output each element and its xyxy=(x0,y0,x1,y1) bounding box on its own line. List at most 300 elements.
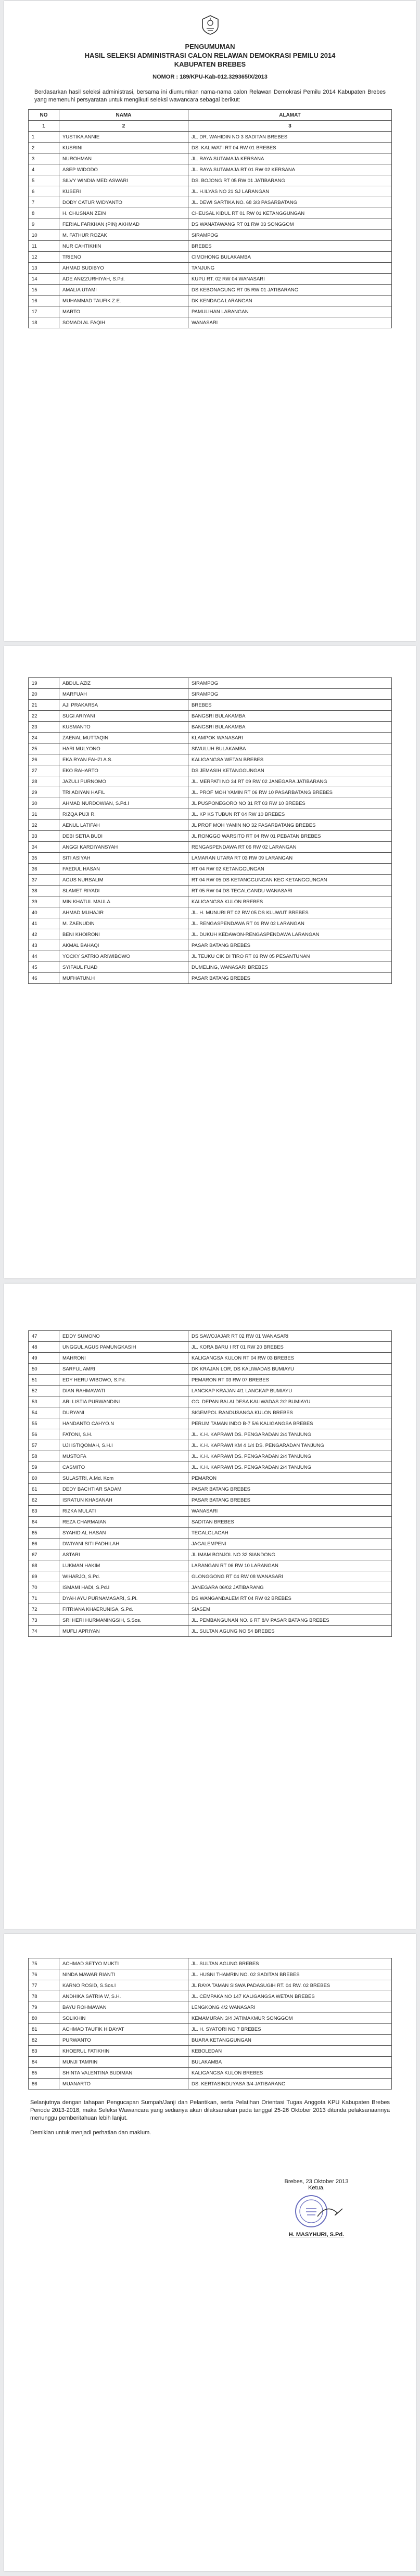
cell-alamat: JL. KORA BARU I RT 01 RW 20 BREBES xyxy=(188,1342,392,1353)
cell-nama: ISRATUN KHASANAH xyxy=(59,1495,188,1506)
intro-paragraph: Berdasarkan hasil seleksi administrasi, bersama ini diumumkan nama-nama calon Relawan Demokrasi Pemilu 2014 Kabupaten Brebes yang memenuhi persyaratan untuk mengikuti seleksi wawancara sebagai berikut: xyxy=(34,89,386,103)
cell-nama: REZA CHARMAIAN xyxy=(59,1517,188,1528)
table-row xyxy=(29,722,392,733)
subheader-2: 2 xyxy=(59,121,188,132)
cell-alamat: JL IMAM BONJOL NO 32 SIANDONG xyxy=(188,1549,392,1560)
cell-nama: SYAHID AL HASAN xyxy=(59,1528,188,1539)
cell-nama: AHMAD SUDIBYO xyxy=(59,263,188,274)
cell-nama: SOLIKHIN xyxy=(59,2013,188,2024)
cell-no: 18 xyxy=(29,317,59,328)
table-row xyxy=(29,2068,392,2079)
cell-alamat: JL. MERPATI NO 34 RT 09 RW 02 JANEGARA JATIBARANG xyxy=(188,776,392,787)
cell-alamat: SIASEM xyxy=(188,1604,392,1615)
table-body-page-2 xyxy=(29,678,392,984)
table-body-page-4 xyxy=(29,1958,392,2090)
cell-nama: AMALIA UTAMI xyxy=(59,285,188,296)
cell-no: 35 xyxy=(29,853,59,864)
table-row xyxy=(29,2002,392,2013)
cell-alamat: BULAKAMBA xyxy=(188,2057,392,2068)
cell-nama: FITRIANA KHAERUNISA, S.Pd. xyxy=(59,1604,188,1615)
cell-nama: BENI KHOIRONI xyxy=(59,929,188,940)
cell-no: 30 xyxy=(29,798,59,809)
cell-no: 52 xyxy=(29,1386,59,1396)
cell-nama: KUSERI xyxy=(59,186,188,197)
cell-nama: KUSRINI xyxy=(59,143,188,153)
cell-nama: NUROHMAN xyxy=(59,153,188,164)
document-page-1 xyxy=(4,1,416,641)
cell-no: 41 xyxy=(29,918,59,929)
cell-alamat: PERUM TAMAN INDO B-7 5/6 KALIGANGSA BREBES xyxy=(188,1418,392,1429)
cell-alamat: PASAR BATANG BREBES xyxy=(188,1495,392,1506)
cell-no: 23 xyxy=(29,722,59,733)
cell-no: 16 xyxy=(29,296,59,306)
header-alamat: ALAMAT xyxy=(188,110,392,121)
title-line-2: HASIL SELEKSI ADMINISTRASI CALON RELAWAN DEMOKRASI PEMILU 2014 xyxy=(84,52,336,59)
table-body-page-3 xyxy=(29,1331,392,1637)
cell-alamat: JL TEUKU CIK DI TIRO RT 03 RW 05 PESANTUNAN xyxy=(188,951,392,962)
table-row xyxy=(29,700,392,711)
table-row xyxy=(29,951,392,962)
cell-alamat: DS WANGANDALEM RT 04 RW 02 BREBES xyxy=(188,1593,392,1604)
cell-nama: AKMAL BAHAQI xyxy=(59,940,188,951)
table-row xyxy=(29,208,392,219)
table-row xyxy=(29,296,392,306)
table-row xyxy=(29,1331,392,1342)
cell-nama: DEDY BACHTIAR SADAM xyxy=(59,1484,188,1495)
table-row xyxy=(29,1969,392,1980)
cell-alamat: RT 05 RW 04 DS TEGALGANDU WANASARI xyxy=(188,886,392,896)
cell-nama: ISMAMI HADI, S.Pd.I xyxy=(59,1582,188,1593)
cell-nama: RIZQA PUJI R. xyxy=(59,809,188,820)
table-row xyxy=(29,918,392,929)
cell-alamat: LENGKONG 4/2 WANASARI xyxy=(188,2002,392,2013)
cell-no: 6 xyxy=(29,186,59,197)
cell-no: 60 xyxy=(29,1473,59,1484)
cell-nama: MUHAMMAD TAUFIK Z.E. xyxy=(59,296,188,306)
cell-no: 9 xyxy=(29,219,59,230)
cell-nama: NINDA MAWAR RIANTI xyxy=(59,1969,188,1980)
cell-nama: M. FATHUR ROZAK xyxy=(59,230,188,241)
table-row xyxy=(29,1571,392,1582)
cell-alamat: JL. K.H. KAPRAWI KM 4 1/4 DS. PENGARADAN TANJUNG xyxy=(188,1440,392,1451)
cell-nama: DODY CATUR WIDYANTO xyxy=(59,197,188,208)
cell-nama: RIZKA MULATI xyxy=(59,1506,188,1517)
table-row xyxy=(29,252,392,263)
cell-nama: MAHRONI xyxy=(59,1353,188,1364)
cell-no: 43 xyxy=(29,940,59,951)
cell-nama: CASMITO xyxy=(59,1462,188,1473)
cell-no: 11 xyxy=(29,241,59,252)
cell-alamat: JL. RAYA SUTAMAJA KERSANA xyxy=(188,153,392,164)
table-subheader-row xyxy=(29,121,392,132)
cell-no: 39 xyxy=(29,896,59,907)
cell-no: 10 xyxy=(29,230,59,241)
cell-alamat: JL. DUKUH KEDAWON-RENGASPENDAWA LARANGAN xyxy=(188,929,392,940)
cell-nama: ADE ANIZZURHIYAH, S.Pd. xyxy=(59,274,188,285)
cell-no: 74 xyxy=(29,1626,59,1637)
table-row xyxy=(29,886,392,896)
cell-no: 44 xyxy=(29,951,59,962)
cell-nama: YUSTIKA ANNIE xyxy=(59,132,188,143)
cell-alamat: JAGALEMPENI xyxy=(188,1539,392,1549)
cell-no: 56 xyxy=(29,1429,59,1440)
cell-nama: ASTARI xyxy=(59,1549,188,1560)
table-row xyxy=(29,678,392,689)
cell-nama: SOMADI AL FAQIH xyxy=(59,317,188,328)
table-row xyxy=(29,132,392,143)
cell-alamat: SIRAMPOG xyxy=(188,230,392,241)
cell-nama: NUR CAHTIKHIN xyxy=(59,241,188,252)
table-row xyxy=(29,1615,392,1626)
cell-alamat: KALIGANGSA WETAN BREBES xyxy=(188,754,392,765)
table-row xyxy=(29,1375,392,1386)
cell-no: 55 xyxy=(29,1418,59,1429)
signature-name: H. MASYHURI, S.Pd. xyxy=(288,2232,345,2238)
cell-no: 7 xyxy=(29,197,59,208)
cell-alamat: RT 04 RW 05 DS KETANGGUNGAN KEC KETANGGUNGAN xyxy=(188,875,392,886)
cell-no: 86 xyxy=(29,2079,59,2090)
cell-nama: DIAN RAHMAWATI xyxy=(59,1386,188,1396)
cell-nama: KHOERUL FATIKHIN xyxy=(59,2046,188,2057)
logo-area xyxy=(28,15,392,38)
cell-nama: WIHARJO, S.Pd. xyxy=(59,1571,188,1582)
participant-table-page-3 xyxy=(28,1330,392,1637)
cell-no: 76 xyxy=(29,1969,59,1980)
table-row xyxy=(29,962,392,973)
cell-nama: DEBI SETIA BUDI xyxy=(59,831,188,842)
cell-no: 47 xyxy=(29,1331,59,1342)
cell-no: 67 xyxy=(29,1549,59,1560)
cell-no: 70 xyxy=(29,1582,59,1593)
cell-nama: ACHMAD SETYO MUKTI xyxy=(59,1958,188,1969)
cell-nama: H. CHUSNAN ZEIN xyxy=(59,208,188,219)
cell-alamat: DUMELING, WANASARI BREBES xyxy=(188,962,392,973)
table-row xyxy=(29,2079,392,2090)
cell-alamat: JL. K.H. KAPRAWI DS. PENGARADAN 2/4 TANJUNG xyxy=(188,1429,392,1440)
table-row xyxy=(29,186,392,197)
cell-nama: DWIYANI SITI FADHILAH xyxy=(59,1539,188,1549)
signature-role: Ketua, xyxy=(308,2185,325,2191)
cell-alamat: KEMAMURAN 3/4 JATIMAKMUR SONGGOM xyxy=(188,2013,392,2024)
cell-nama: BAYU ROHMAWAN xyxy=(59,2002,188,2013)
title-line-1: PENGUMUMAN xyxy=(185,43,235,50)
cell-alamat: DS JEMASIH KETANGGUNGAN xyxy=(188,765,392,776)
cell-nama: DYAH AYU PURNAMASARI, S.Pi. xyxy=(59,1593,188,1604)
document-page-4 xyxy=(4,1934,416,2571)
cell-nama: EKO RAHARTO xyxy=(59,765,188,776)
cell-no: 37 xyxy=(29,875,59,886)
cell-no: 12 xyxy=(29,252,59,263)
cell-no: 17 xyxy=(29,306,59,317)
table-row xyxy=(29,317,392,328)
cell-alamat: BANGSRI BULAKAMBA xyxy=(188,711,392,722)
cell-alamat: JL RAYA TAMAN SISWA PADASUGIH RT. 04 RW. 02 BREBES xyxy=(188,1980,392,1991)
table-row xyxy=(29,787,392,798)
cell-alamat: JANEGARA 06/02 JATIBARANG xyxy=(188,1582,392,1593)
cell-no: 5 xyxy=(29,175,59,186)
header-nama: NAMA xyxy=(59,110,188,121)
table-row xyxy=(29,197,392,208)
table-row xyxy=(29,929,392,940)
document-page-3 xyxy=(4,1284,416,1929)
cell-alamat: DS. KALIWATI RT 04 RW 01 BREBES xyxy=(188,143,392,153)
cell-no: 65 xyxy=(29,1528,59,1539)
cell-no: 26 xyxy=(29,754,59,765)
cell-alamat: PAMULIHAN LARANGAN xyxy=(188,306,392,317)
cell-alamat: PEMARON xyxy=(188,1473,392,1484)
cell-nama: ZAENAL MUTTAQIN xyxy=(59,733,188,744)
cell-alamat: SIGEMPOL RANDUSANGA KULON BREBES xyxy=(188,1407,392,1418)
cell-no: 24 xyxy=(29,733,59,744)
table-row xyxy=(29,896,392,907)
table-row xyxy=(29,940,392,951)
table-row xyxy=(29,153,392,164)
table-row xyxy=(29,1364,392,1375)
table-row xyxy=(29,853,392,864)
cell-nama: SRI HERI HURMANINGSIH, S.Sos. xyxy=(59,1615,188,1626)
table-row xyxy=(29,798,392,809)
cell-no: 34 xyxy=(29,842,59,853)
table-row xyxy=(29,875,392,886)
cell-alamat: LANGKAP KRAJAN 4/1 LANGKAP BUMIAYU xyxy=(188,1386,392,1396)
cell-alamat: JL. CEMPAKA NO 147 KALIGANGSA WETAN BREBES xyxy=(188,1991,392,2002)
table-row xyxy=(29,1353,392,1364)
cell-nama: EDY HERU WIBOWO, S.Pd. xyxy=(59,1375,188,1386)
cell-nama: ACHMAD TAUFIK HIDAYAT xyxy=(59,2024,188,2035)
cell-no: 29 xyxy=(29,787,59,798)
cell-no: 68 xyxy=(29,1560,59,1571)
cell-nama: SHINTA VALENTINA BUDIMAN xyxy=(59,2068,188,2079)
cell-nama: SYIFAUL FUAD xyxy=(59,962,188,973)
cell-nama: MUNJI TAMRIN xyxy=(59,2057,188,2068)
cell-no: 85 xyxy=(29,2068,59,2079)
cell-alamat: TANJUNG xyxy=(188,263,392,274)
cell-nama: EKA RYAN FAHZI A.S. xyxy=(59,754,188,765)
table-row xyxy=(29,1407,392,1418)
cell-nama: UJI ISTIQOMAH, S.H.I xyxy=(59,1440,188,1451)
cell-nama: HANDANTO CAHYO.N xyxy=(59,1418,188,1429)
table-row xyxy=(29,219,392,230)
cell-alamat: WANASARI xyxy=(188,317,392,328)
table-row xyxy=(29,1582,392,1593)
table-row xyxy=(29,1386,392,1396)
cell-no: 77 xyxy=(29,1980,59,1991)
table-row xyxy=(29,1626,392,1637)
cell-nama: ASEP WIDODO xyxy=(59,164,188,175)
cell-alamat: KUPU RT. 02 RW 04 WANASARI xyxy=(188,274,392,285)
table-row xyxy=(29,1495,392,1506)
table-row xyxy=(29,809,392,820)
cell-alamat: JL. DR. WAHIDIN NO 3 SADITAN BREBES xyxy=(188,132,392,143)
cell-alamat: CIMOHONG BULAKAMBA xyxy=(188,252,392,263)
cell-alamat: JL. H.ILYAS NO 21 SJ LARANGAN xyxy=(188,186,392,197)
cell-no: 3 xyxy=(29,153,59,164)
cell-no: 8 xyxy=(29,208,59,219)
cell-no: 42 xyxy=(29,929,59,940)
cell-alamat: BREBES xyxy=(188,700,392,711)
cell-no: 66 xyxy=(29,1539,59,1549)
table-row xyxy=(29,1342,392,1353)
table-row xyxy=(29,2057,392,2068)
cell-no: 78 xyxy=(29,1991,59,2002)
cell-no: 49 xyxy=(29,1353,59,1364)
cell-alamat: DS. KERTASINDUYASA 3/4 JATIBARANG xyxy=(188,2079,392,2090)
cell-alamat: RENGASPENDAWA RT 06 RW 02 LARANGAN xyxy=(188,842,392,853)
cell-alamat: WANASARI xyxy=(188,1506,392,1517)
cell-nama: MUSTOFA xyxy=(59,1451,188,1462)
cell-nama: PURWANTO xyxy=(59,2035,188,2046)
cell-nama: UNGGUL AGUS PAMUNGKASIH xyxy=(59,1342,188,1353)
table-row xyxy=(29,907,392,918)
cell-no: 61 xyxy=(29,1484,59,1495)
cell-alamat: DS KEBONAGUNG RT 05 RW 01 JATIBARANG xyxy=(188,285,392,296)
table-row xyxy=(29,164,392,175)
table-row xyxy=(29,765,392,776)
cell-alamat: DS SAWOJAJAR RT 02 RW 01 WANASARI xyxy=(188,1331,392,1342)
cell-no: 54 xyxy=(29,1407,59,1418)
cell-no: 82 xyxy=(29,2035,59,2046)
subheader-1: 1 xyxy=(29,121,59,132)
cell-nama: AENUL LATIFAH xyxy=(59,820,188,831)
cell-nama: FERIAL FARKHAN (PIN) AKHMAD xyxy=(59,219,188,230)
cell-nama: ABDUL AZIZ xyxy=(59,678,188,689)
table-row xyxy=(29,241,392,252)
cell-no: 33 xyxy=(29,831,59,842)
cell-alamat: BUARA KETANGGUNGAN xyxy=(188,2035,392,2046)
cell-alamat: BANGSRI BULAKAMBA xyxy=(188,722,392,733)
cell-nama: AHMAD NURDOWIAN, S.Pd.I xyxy=(59,798,188,809)
cell-nama: KARNO ROSID, S.Sos.I xyxy=(59,1980,188,1991)
cell-alamat: BREBES xyxy=(188,241,392,252)
table-row xyxy=(29,776,392,787)
cell-no: 38 xyxy=(29,886,59,896)
table-row xyxy=(29,1396,392,1407)
table-row xyxy=(29,689,392,700)
signature-place-date: Brebes, 23 Oktober 2013 xyxy=(284,2178,349,2185)
cell-no: 14 xyxy=(29,274,59,285)
cell-no: 25 xyxy=(29,744,59,754)
cell-alamat: JL. RENGASPENDAWA RT 01 RW 02 LARANGAN xyxy=(188,918,392,929)
cell-alamat: LARANGAN RT 06 RW 10 LARANGAN xyxy=(188,1560,392,1571)
cell-alamat: JL. H. SYATORI NO 7 BREBES xyxy=(188,2024,392,2035)
cell-no: 20 xyxy=(29,689,59,700)
cell-alamat: JL RONGGO WARSITO RT 04 RW 01 PEBATAN BREBES xyxy=(188,831,392,842)
table-row xyxy=(29,1593,392,1604)
table-row xyxy=(29,1528,392,1539)
cell-no: 28 xyxy=(29,776,59,787)
cell-no: 63 xyxy=(29,1506,59,1517)
table-row xyxy=(29,263,392,274)
cell-alamat: PASAR BATANG BREBES xyxy=(188,1484,392,1495)
closing-remark: Demikian untuk menjadi perhatian dan maklum. xyxy=(30,2130,151,2136)
cell-no: 62 xyxy=(29,1495,59,1506)
cell-alamat: JL. SULTAN AGUNG BREBES xyxy=(188,1958,392,1969)
cell-nama: MUANARTO xyxy=(59,2079,188,2090)
table-row xyxy=(29,744,392,754)
table-row xyxy=(29,2024,392,2035)
table-row xyxy=(29,1958,392,1969)
cell-no: 21 xyxy=(29,700,59,711)
cell-nama: FAEDUL HASAN xyxy=(59,864,188,875)
cell-alamat: SIWULUH BULAKAMBA xyxy=(188,744,392,754)
cell-nama: AJI PRAKARSA xyxy=(59,700,188,711)
cell-alamat: CHEUSAL KIDUL RT 01 RW 01 KETANGGUNGAN xyxy=(188,208,392,219)
kpu-logo-icon xyxy=(200,15,220,35)
table-row xyxy=(29,973,392,984)
participant-table-page-4 xyxy=(28,1958,392,2090)
cell-alamat: JL. HUSNI THAMRIN NO. 02 SADITAN BREBES xyxy=(188,1969,392,1980)
document-title xyxy=(28,42,392,69)
cell-no: 51 xyxy=(29,1375,59,1386)
table-row xyxy=(29,230,392,241)
cell-no: 4 xyxy=(29,164,59,175)
subheader-3: 3 xyxy=(188,121,392,132)
table-row xyxy=(29,274,392,285)
table-row xyxy=(29,175,392,186)
table-row xyxy=(29,1506,392,1517)
header-no: NO xyxy=(29,110,59,121)
table-row xyxy=(29,1484,392,1495)
cell-no: 46 xyxy=(29,973,59,984)
table-row xyxy=(29,1539,392,1549)
cell-alamat: JL. DEWI SARTIKA NO. 68 3/3 PASARBATANG xyxy=(188,197,392,208)
signature-block xyxy=(249,2178,384,2238)
cell-alamat: SADITAN BREBES xyxy=(188,1517,392,1528)
cell-no: 75 xyxy=(29,1958,59,1969)
cell-no: 84 xyxy=(29,2057,59,2068)
cell-nama: SARFUL AMRI xyxy=(59,1364,188,1375)
cell-alamat: RT 04 RW 02 KETANGGUNGAN xyxy=(188,864,392,875)
participant-table-page-2 xyxy=(28,677,392,984)
cell-alamat: JL PUSPONEGORO NO 31 RT 03 RW 10 BREBES xyxy=(188,798,392,809)
cell-alamat: SIRAMPOG xyxy=(188,689,392,700)
cell-no: 83 xyxy=(29,2046,59,2057)
cell-nama: YOCKY SATRIO ARIWIBOWO xyxy=(59,951,188,962)
cell-nama: SLAMET RIYADI xyxy=(59,886,188,896)
cell-alamat: KALIGANGSA KULON RT 04 RW 03 BREBES xyxy=(188,1353,392,1364)
cell-no: 31 xyxy=(29,809,59,820)
cell-nama: HARI MULYONO xyxy=(59,744,188,754)
cell-nama: SULASTRI, A.Md. Kom xyxy=(59,1473,188,1484)
cell-alamat: SIRAMPOG xyxy=(188,678,392,689)
cell-no: 45 xyxy=(29,962,59,973)
cell-no: 13 xyxy=(29,263,59,274)
cell-no: 53 xyxy=(29,1396,59,1407)
table-row xyxy=(29,1604,392,1615)
cell-alamat: GG. DEPAN BALAI DESA KALIWADAS 2/2 BUMIAYU xyxy=(188,1396,392,1407)
document-page-2 xyxy=(4,646,416,1278)
cell-alamat: DK KRAJAN LOR, DS KALIWADAS BUMIAYU xyxy=(188,1364,392,1375)
cell-alamat: KEBOLEDAN xyxy=(188,2046,392,2057)
table-row xyxy=(29,2046,392,2057)
cell-alamat: PASAR BATANG BREBES xyxy=(188,940,392,951)
cell-alamat: TEGALGLAGAH xyxy=(188,1528,392,1539)
cell-nama: TRIENO xyxy=(59,252,188,263)
table-row xyxy=(29,1451,392,1462)
cell-alamat: DK KENDAGA LARANGAN xyxy=(188,296,392,306)
table-row xyxy=(29,1462,392,1473)
table-row xyxy=(29,1560,392,1571)
cell-alamat: KALIGANGSA KULON BREBES xyxy=(188,896,392,907)
cell-alamat: DS. BOJONG RT 05 RW 01 JATIBARANG xyxy=(188,175,392,186)
table-row xyxy=(29,285,392,296)
cell-alamat: KLAMPOK WANASARI xyxy=(188,733,392,744)
cell-alamat: JL PROF MOH YAMIN NO 32 PASARBATANG BREBES xyxy=(188,820,392,831)
cell-nama: AHMAD MUHAJIR xyxy=(59,907,188,918)
cell-no: 22 xyxy=(29,711,59,722)
cell-alamat: PEMARON RT 03 RW 07 BREBES xyxy=(188,1375,392,1386)
cell-no: 69 xyxy=(29,1571,59,1582)
